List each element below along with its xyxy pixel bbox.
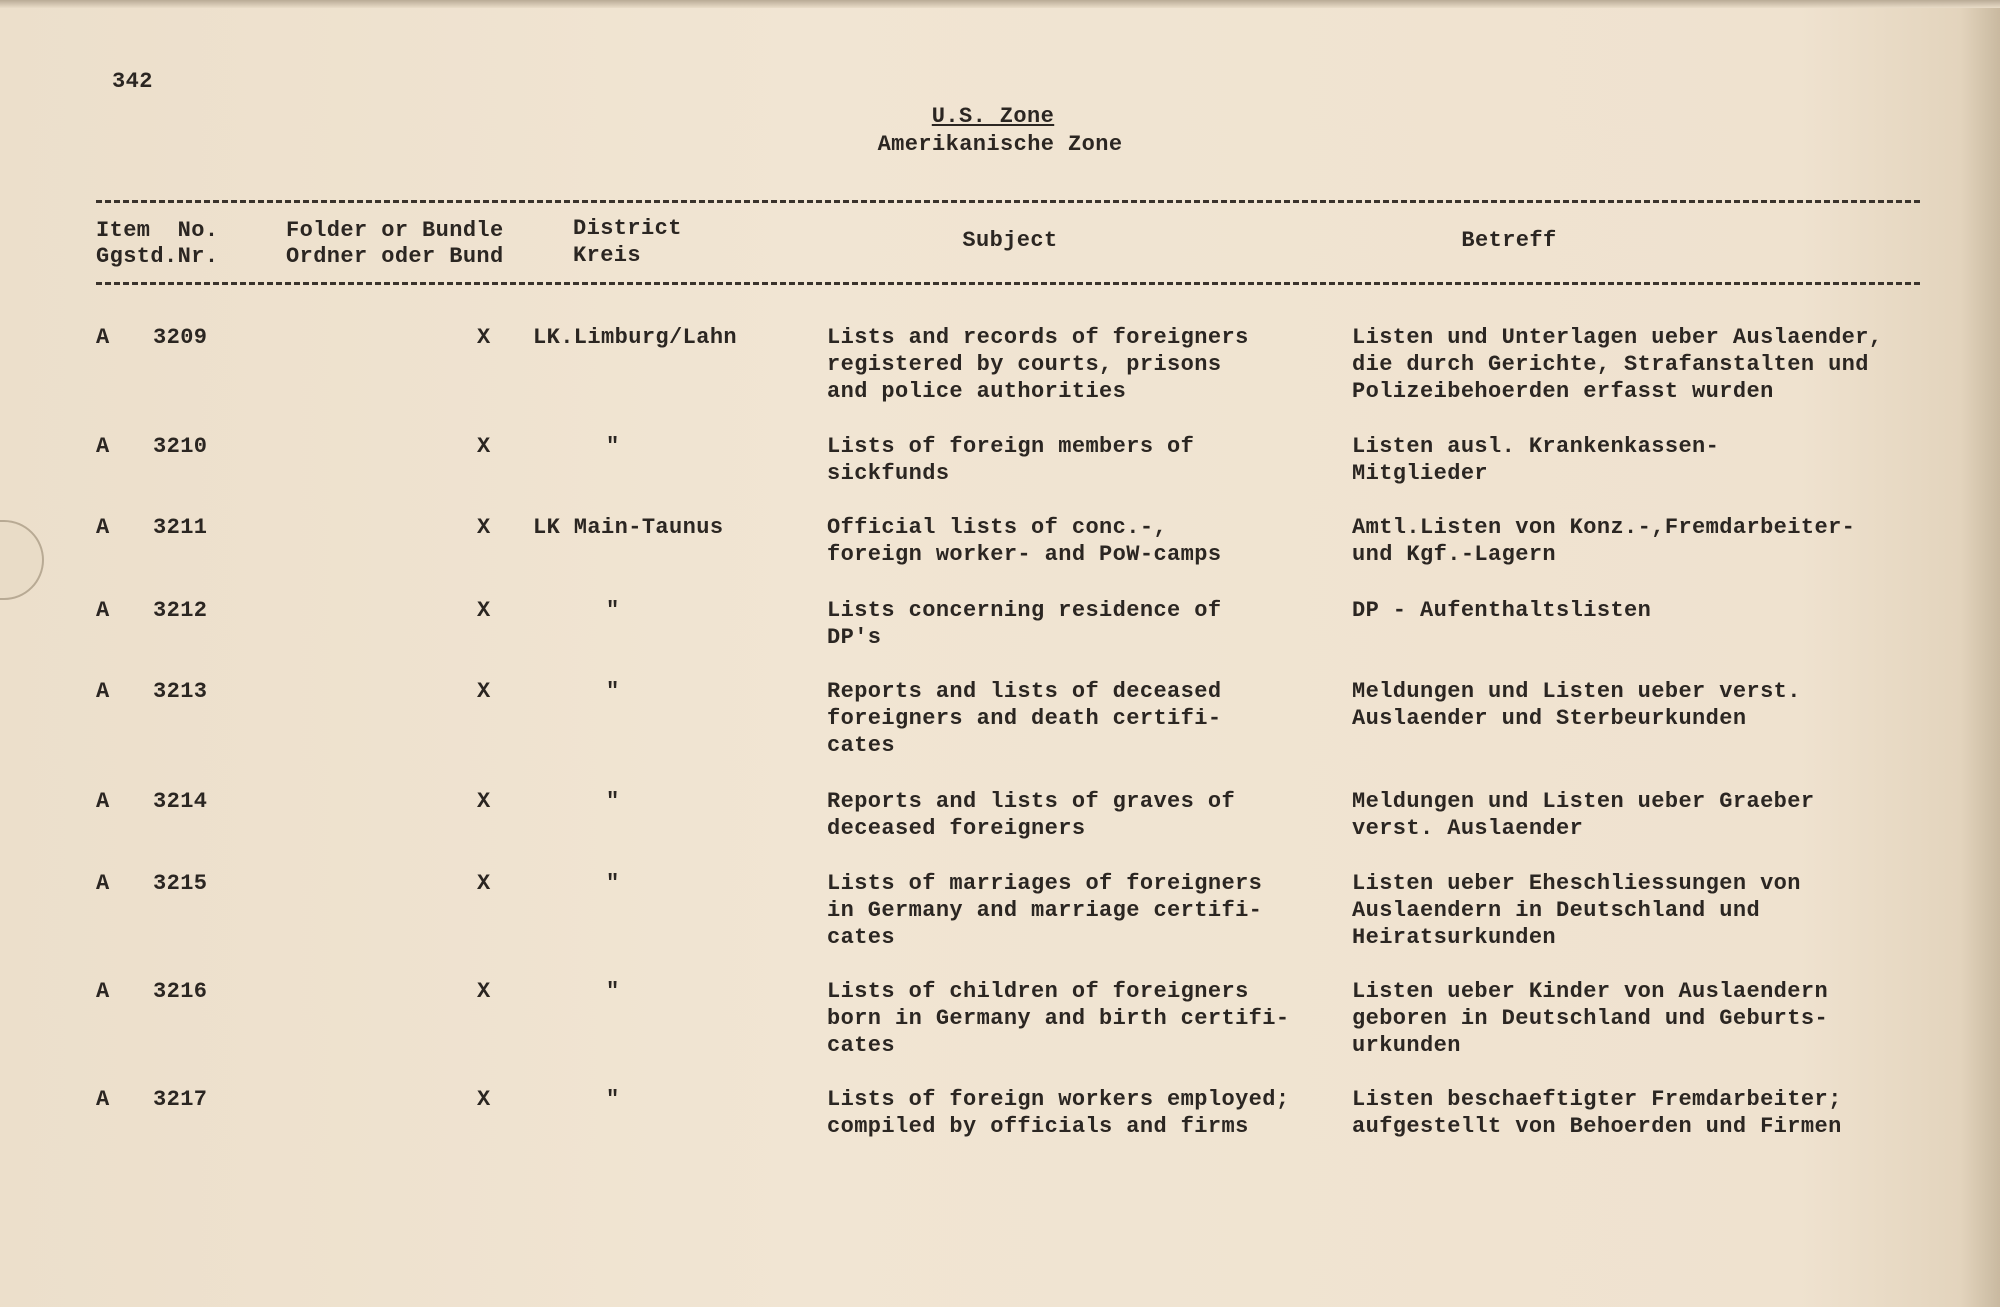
table-row <box>0 978 2000 1068</box>
table-row <box>0 678 2000 768</box>
district: " <box>606 434 620 459</box>
folder-mark: X <box>477 434 491 459</box>
item-number: 3217 <box>153 1087 208 1112</box>
table-row <box>0 597 2000 687</box>
item-prefix: A <box>96 515 110 540</box>
header-top-divider <box>96 200 1920 203</box>
item-prefix: A <box>96 1087 110 1112</box>
betreff: Listen ausl. Krankenkassen- Mitglieder <box>1352 434 1720 486</box>
folder-mark: X <box>477 789 491 814</box>
page-top-edge <box>0 0 2000 8</box>
subject: Lists of marriages of foreigners in Germany and marriage certifi- cates <box>827 871 1263 950</box>
subject: Lists of foreign workers employed; compiled by officials and firms <box>827 1087 1290 1139</box>
subject: Reports and lists of deceased foreigners and death certifi- cates <box>827 679 1222 758</box>
betreff: Listen ueber Eheschliessungen von Auslaendern in Deutschland und Heiratsurkunden <box>1352 871 1801 950</box>
district: LK Main-Taunus <box>533 515 724 540</box>
item-prefix: A <box>96 979 110 1004</box>
header-district-en: District <box>573 216 682 241</box>
table-row <box>0 870 2000 960</box>
item-number: 3214 <box>153 789 208 814</box>
header-item-de: Ggstd.Nr. <box>96 244 219 269</box>
district: " <box>606 598 620 623</box>
header-folder-en: Folder or Bundle <box>286 218 504 243</box>
folder-mark: X <box>477 1087 491 1112</box>
table-row <box>0 433 2000 523</box>
folder-mark: X <box>477 679 491 704</box>
subject: Lists and records of foreigners registered by courts, prisons and police authorities <box>827 325 1249 404</box>
page-subtitle: Amerikanische Zone <box>877 132 1123 157</box>
folder-mark: X <box>477 598 491 623</box>
item-number: 3215 <box>153 871 208 896</box>
betreff: Meldungen und Listen ueber Graeber verst. Auslaender <box>1352 789 1815 841</box>
betreff: DP - Aufenthaltslisten <box>1352 598 1652 623</box>
district: " <box>606 979 620 1004</box>
betreff: Listen ueber Kinder von Auslaendern geboren in Deutschland und Geburts- urkunden <box>1352 979 1829 1058</box>
subject: Lists of children of foreigners born in Germany and birth certifi- cates <box>827 979 1290 1058</box>
folder-mark: X <box>477 325 491 350</box>
table-row <box>0 1086 2000 1176</box>
folder-mark: X <box>477 871 491 896</box>
table-row <box>0 514 2000 604</box>
folder-mark: X <box>477 515 491 540</box>
table-row <box>0 324 2000 414</box>
subject: Lists of foreign members of sickfunds <box>827 434 1195 486</box>
district: " <box>606 679 620 704</box>
item-number: 3210 <box>153 434 208 459</box>
header-bottom-divider <box>96 282 1920 285</box>
item-prefix: A <box>96 325 110 350</box>
item-prefix: A <box>96 871 110 896</box>
page-title: U.S. Zone <box>931 104 1055 129</box>
district: " <box>606 789 620 814</box>
subject: Official lists of conc.-, foreign worker- and PoW-camps <box>827 515 1222 567</box>
table-row <box>0 788 2000 878</box>
district: LK.Limburg/Lahn <box>533 325 738 350</box>
folder-mark: X <box>477 979 491 1004</box>
subject: Lists concerning residence of DP's <box>827 598 1222 650</box>
betreff: Listen und Unterlagen ueber Auslaender, die durch Gerichte, Strafanstalten und Polizeibehoerden erfasst wurden <box>1352 325 1883 404</box>
header-betreff: Betreff <box>1461 228 1557 253</box>
betreff: Amtl.Listen von Konz.-,Fremdarbeiter- und Kgf.-Lagern <box>1352 515 1856 567</box>
district: " <box>606 1087 620 1112</box>
item-number: 3212 <box>153 598 208 623</box>
header-folder-de: Ordner oder Bund <box>286 244 504 269</box>
header-district-de: Kreis <box>573 243 642 268</box>
district: " <box>606 871 620 896</box>
betreff: Listen beschaeftigter Fremdarbeiter; aufgestellt von Behoerden und Firmen <box>1352 1087 1842 1139</box>
item-prefix: A <box>96 434 110 459</box>
header-item-en: Item No. <box>96 218 219 243</box>
item-number: 3216 <box>153 979 208 1004</box>
subject: Reports and lists of graves of deceased foreigners <box>827 789 1236 841</box>
item-prefix: A <box>96 789 110 814</box>
item-number: 3211 <box>153 515 208 540</box>
page-number: 342 <box>112 69 153 94</box>
header-subject: Subject <box>962 228 1058 253</box>
betreff: Meldungen und Listen ueber verst. Auslaender und Sterbeurkunden <box>1352 679 1801 731</box>
item-prefix: A <box>96 679 110 704</box>
item-number: 3213 <box>153 679 208 704</box>
item-number: 3209 <box>153 325 208 350</box>
item-prefix: A <box>96 598 110 623</box>
